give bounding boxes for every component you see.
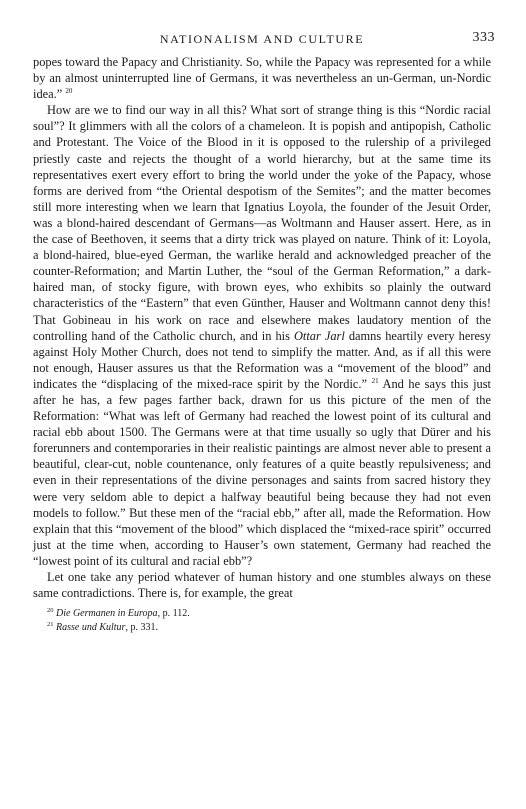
book-page (33, 30, 495, 635)
footnote-marker: 20 (65, 87, 73, 96)
italic-title: Ottar Jarl (293, 328, 345, 343)
footnotes (33, 607, 491, 635)
footnote-page: , p. 331. (125, 622, 158, 634)
body-text (33, 54, 491, 601)
paragraph (33, 569, 491, 601)
footnote-number: 20 (47, 607, 54, 615)
text-run: popes toward the Papacy and Christianity. So, while the Papacy was represented for a while by an almost uninterrupted line of Germans, it was nevertheless an un-German, un-Nordic idea.” (33, 55, 491, 102)
footnote (47, 621, 491, 635)
footnote (47, 607, 491, 621)
footnote-number: 21 (47, 621, 54, 629)
text-run: damns heartily every heresy against Holy Mother Church, does not tend to simplify the matter. And, as if all this were not enough, Hauser assures us that the Reformation was a “movement of the blood” and indicates the “displacing of the mixed-race spirit by the Nordic.” (33, 328, 491, 391)
footnote-title: Die Germanen in Europa (56, 608, 158, 620)
text-run: Let one take any period whatever of human history and one stumbles always on these same contradictions. There is, for example, the great (33, 570, 491, 601)
footnote-marker: 21 (371, 376, 379, 385)
footnote-page: , p. 112. (157, 608, 190, 620)
text-run: How are we to find our way in all this? What sort of strange thing is this “Nordic racial soul”? It glimmers with all the colors of a chameleon. It is popish and antipopish, Catholic and Protestant. The Voice of the Blood in it is opposed to the rulership of a privileged priestly caste and rejects the thought of a world hierarchy, but at the same time its representatives exert every effort to bring the world under the yoke of the Papacy, whose forms are derived from “the Oriental despotism of the Semites”; and the matter becomes still more interesting when we learn that Ignatius Loyola, the founder of the Jesuit Order, was a blond-haired descendant of Germans—as Woltmann and Hauser assert. Here, as in the case of Beethoven, it seems that a dirty trick was played on nature. Think of it: Loyola, a blond-haired, blue-eyed German, the warlike herald and acknowledged preacher of the counter-Reformation; and Martin Luther, the “soul of the German Reformation,” a dark-haired man, of stocky figure, with brown eyes, who exhibits so plainly the outward characteristics of the “Eastern” that even Günther, Hauser and Woltmann cannot deny this! That Gobineau in his work on race and elsewhere makes laudatory mention of the controlling hand of the Catholic church, and in his (33, 103, 491, 343)
paragraph (33, 54, 491, 102)
running-title: NATIONALISM AND CULTURE (159, 32, 365, 46)
text-run: And he says this just after he has, a few pages farther back, drawn for us this picture of the men of the Reformation: “What was left of Germany had reached the lowest point of its cultural and racial ebb about 1500. The Germans were at that time usually so ugly that Dürer and his forerunners and contemporaries in their realistic paintings are almost never able to present a beautiful, clear-cut, noble countenance, only features of a quite beastly repulsiveness; and even in their representations of the divine personages and saints from sacred history they were very seldom able to depict a halfway beautiful being because they had not even models to follow.” But these men of the “racial ebb,” after all, made the Reformation. How explain that this “movement of the blood” which displaced the “mixed-race spirit” occurred just at the time when, according to Hauser’s own statement, Germany had reached the “lowest point of its cultural and racial ebb”? (33, 376, 491, 568)
page-number: 333 (472, 30, 495, 45)
paragraph (33, 102, 491, 569)
running-head (33, 30, 495, 48)
footnote-title: Rasse und Kultur (56, 622, 126, 634)
